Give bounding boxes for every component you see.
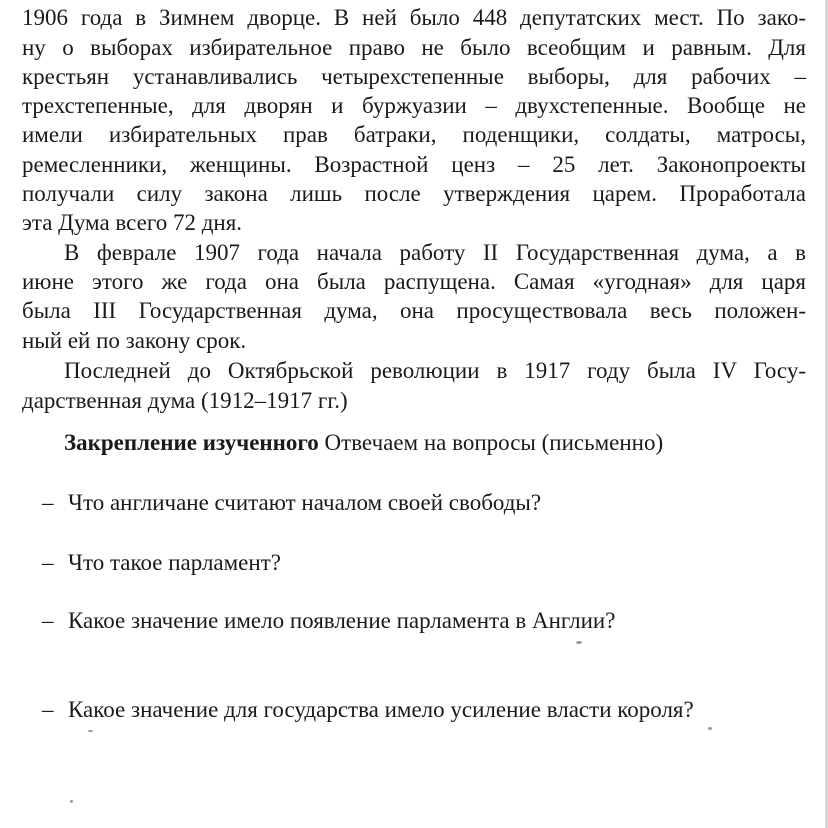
question-1-dash: – <box>42 490 54 515</box>
paragraph-3-line-2: дарственная дума (1912–1917 гг.) <box>22 388 348 413</box>
question-2 <box>42 548 281 578</box>
scan-speck <box>576 641 582 644</box>
review-heading-rest: Отвечаем на вопросы (письменно) <box>318 430 664 455</box>
question-2-dash: – <box>42 550 54 575</box>
question-3 <box>42 606 615 636</box>
question-2-text: Что такое парламент? <box>68 550 281 575</box>
scan-speck <box>88 730 93 732</box>
question-4-text: Какое значение для государства имело усиление власти короля? <box>68 697 694 722</box>
paragraph-1-line-5: имели избирательных прав батраки, поденщики, солдаты, матросы, <box>22 122 806 147</box>
paragraph-2-line-2: июне этого же года она была распущена. Самая «угодная» для царя <box>22 269 806 294</box>
paragraph-1-line-2: ну о выборах избирательное право не было всеобщим и равным. Для <box>22 35 806 60</box>
paragraph-1-line-8: эта Дума всего 72 дня. <box>22 210 243 235</box>
question-4-dash: – <box>42 697 54 722</box>
scan-speck <box>70 800 73 803</box>
paragraph-2-line-1: В феврале 1907 года начала работу II Государственная дума, а в <box>64 240 806 265</box>
paragraph-2-line-3: была III Государственная дума, она просуществовала весь положен- <box>22 298 806 323</box>
paragraph-1-line-7: получали силу закона лишь после утверждения царем. Проработала <box>22 181 806 206</box>
paragraph-3-line-1: Последней до Октябрьской революции в 1917 году была IV Госу- <box>64 358 806 383</box>
question-1-text: Что англичане считают началом своей свободы? <box>68 490 542 515</box>
paragraph-2-line-4: ный ей по закону срок. <box>22 328 247 353</box>
paragraph-1-line-6: ремесленники, женщины. Возрастной ценз – 25 лет. Законопроекты <box>22 152 806 177</box>
question-3-dash: – <box>42 608 54 633</box>
review-heading <box>64 428 663 458</box>
question-4 <box>42 695 694 725</box>
paragraph-1-line-3: крестьян устанавливались четырехстепенные выборы, для рабочих – <box>22 64 806 89</box>
paragraph-1-line-4: трехстепенные, для дворян и буржуазии – двухстепенные. Вообще не <box>22 93 806 118</box>
paragraph-1-line-1: 1906 года в Зимнем дворце. В ней было 448 депутатских мест. По зако- <box>22 5 806 30</box>
question-1 <box>42 488 541 518</box>
question-3-text: Какое значение имело появление парламента в Англии? <box>68 608 616 633</box>
review-heading-bold: Закрепление изученного <box>64 430 319 455</box>
scan-speck <box>708 727 712 730</box>
